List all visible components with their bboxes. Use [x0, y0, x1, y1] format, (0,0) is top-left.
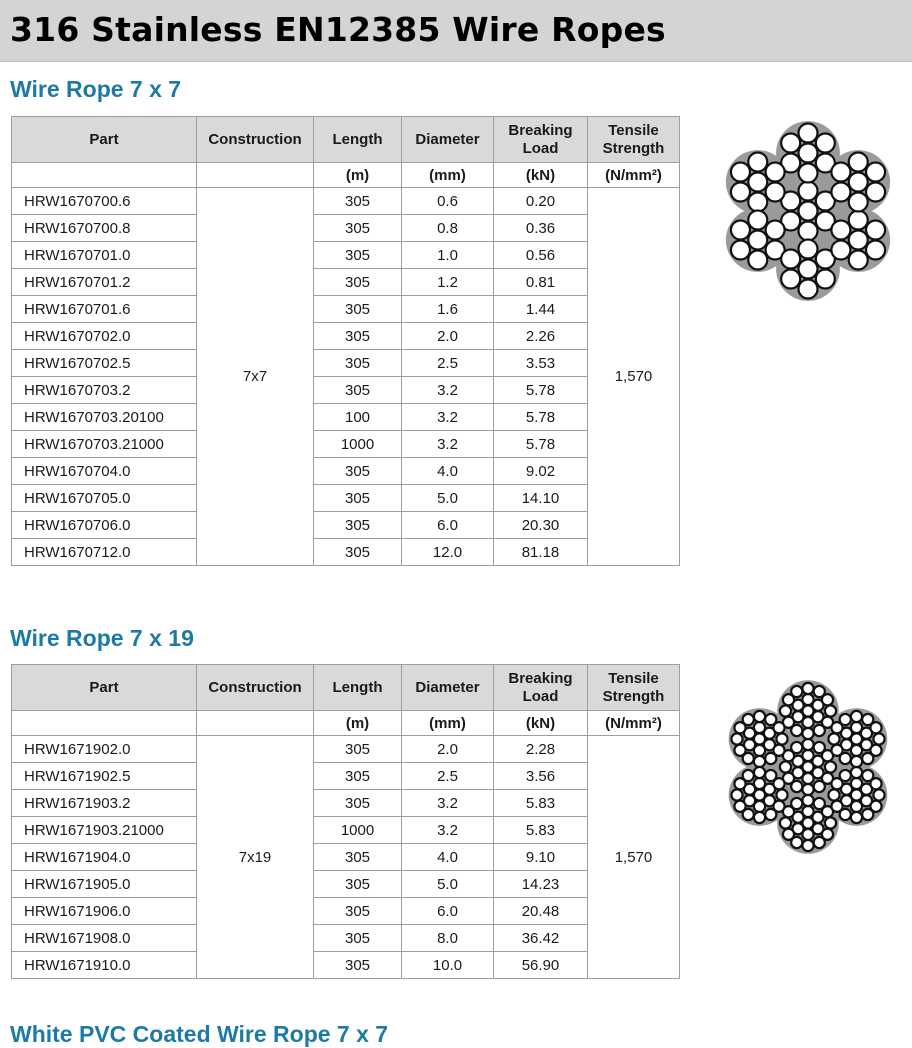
- diameter-cell: 3.2: [402, 431, 494, 458]
- breaking-load-cell: 2.26: [494, 323, 588, 350]
- diameter-cell: 2.5: [402, 350, 494, 377]
- table-row: [12, 296, 680, 323]
- breaking-load-cell: 3.53: [494, 350, 588, 377]
- length-cell: 305: [314, 350, 402, 377]
- section-title-7x19: Wire Rope 7 x 19: [10, 625, 194, 651]
- unit-diameter: (mm): [402, 163, 494, 188]
- diameter-cell: 0.6: [402, 188, 494, 215]
- breaking-load-cell: 5.78: [494, 377, 588, 404]
- diameter-cell: 1.0: [402, 242, 494, 269]
- diameter-cell: 1.2: [402, 269, 494, 296]
- part-number-cell: HRW1671903.21000: [12, 817, 197, 844]
- table-row: [12, 242, 680, 269]
- table-row: [12, 871, 680, 898]
- table-row: [12, 844, 680, 871]
- table-row: [12, 350, 680, 377]
- length-cell: 305: [314, 269, 402, 296]
- part-number-cell: HRW1670704.0: [12, 458, 197, 485]
- wire-rope-7x19-cross-section-icon: [716, 666, 900, 868]
- unit-cell-construction: [197, 163, 314, 188]
- part-number-cell: HRW1671903.2: [12, 790, 197, 817]
- table-row: [12, 188, 680, 215]
- tensile-strength-cell: 1,570: [588, 188, 680, 566]
- part-number-cell: HRW1670701.2: [12, 269, 197, 296]
- unit-diameter: (mm): [402, 711, 494, 736]
- length-cell: 305: [314, 790, 402, 817]
- breaking-load-cell: 36.42: [494, 925, 588, 952]
- part-number-cell: HRW1671902.5: [12, 763, 197, 790]
- length-cell: 305: [314, 377, 402, 404]
- table-row: [12, 790, 680, 817]
- length-cell: 305: [314, 539, 402, 566]
- part-number-cell: HRW1670702.5: [12, 350, 197, 377]
- unit-length: (m): [314, 711, 402, 736]
- breaking-load-cell: 0.36: [494, 215, 588, 242]
- table-row: [12, 377, 680, 404]
- diameter-cell: 8.0: [402, 925, 494, 952]
- unit-cell-part: [12, 711, 197, 736]
- length-cell: 305: [314, 844, 402, 871]
- part-number-cell: HRW1670712.0: [12, 539, 197, 566]
- breaking-load-cell: 0.20: [494, 188, 588, 215]
- part-number-cell: HRW1671904.0: [12, 844, 197, 871]
- table-row: [12, 215, 680, 242]
- diameter-cell: 3.2: [402, 377, 494, 404]
- table-row: [12, 898, 680, 925]
- diameter-cell: 0.8: [402, 215, 494, 242]
- col-header-breaking-load: Breaking Load: [494, 665, 588, 711]
- length-cell: 305: [314, 242, 402, 269]
- part-number-cell: HRW1670703.2: [12, 377, 197, 404]
- col-header-construction: Construction: [197, 117, 314, 163]
- part-number-cell: HRW1671910.0: [12, 952, 197, 979]
- table-row: [12, 269, 680, 296]
- length-cell: 100: [314, 404, 402, 431]
- next-section-title: White PVC Coated Wire Rope 7 x 7: [10, 1021, 389, 1047]
- page-title: 316 Stainless EN12385 Wire Ropes: [10, 10, 666, 49]
- breaking-load-cell: 81.18: [494, 539, 588, 566]
- diameter-cell: 6.0: [402, 512, 494, 539]
- col-header-construction: Construction: [197, 665, 314, 711]
- length-cell: 305: [314, 188, 402, 215]
- page-title-bar: [0, 0, 912, 62]
- construction-cell: 7x19: [197, 736, 314, 979]
- part-number-cell: HRW1670701.0: [12, 242, 197, 269]
- breaking-load-cell: 5.83: [494, 817, 588, 844]
- col-header-diameter: Diameter: [402, 117, 494, 163]
- col-header-part: Part: [12, 665, 197, 711]
- col-header-tensile-strength: Tensile Strength: [588, 665, 680, 711]
- breaking-load-cell: 20.30: [494, 512, 588, 539]
- table-row: [12, 431, 680, 458]
- breaking-load-cell: 9.02: [494, 458, 588, 485]
- length-cell: 305: [314, 458, 402, 485]
- unit-breaking-load: (kN): [494, 163, 588, 188]
- section-title-7x7: Wire Rope 7 x 7: [10, 76, 182, 102]
- wire-rope-7x7-cross-section-icon: [713, 110, 903, 312]
- table-row: [12, 952, 680, 979]
- unit-length: (m): [314, 163, 402, 188]
- unit-breaking-load: (kN): [494, 711, 588, 736]
- col-header-length: Length: [314, 117, 402, 163]
- part-number-cell: HRW1670702.0: [12, 323, 197, 350]
- spec-table-7x7: [11, 116, 680, 566]
- unit-tensile-strength: (N/mm²): [588, 711, 680, 736]
- length-cell: 305: [314, 898, 402, 925]
- unit-cell-part: [12, 163, 197, 188]
- part-number-cell: HRW1670703.21000: [12, 431, 197, 458]
- length-cell: 1000: [314, 431, 402, 458]
- table-row: [12, 736, 680, 763]
- length-cell: 305: [314, 215, 402, 242]
- part-number-cell: HRW1671905.0: [12, 871, 197, 898]
- table-row: [12, 763, 680, 790]
- diameter-cell: 2.5: [402, 763, 494, 790]
- unit-tensile-strength: (N/mm²): [588, 163, 680, 188]
- table-row: [12, 458, 680, 485]
- breaking-load-cell: 1.44: [494, 296, 588, 323]
- table-row: [12, 323, 680, 350]
- diameter-cell: 6.0: [402, 898, 494, 925]
- table-row: [12, 404, 680, 431]
- part-number-cell: HRW1670706.0: [12, 512, 197, 539]
- length-cell: 305: [314, 512, 402, 539]
- tensile-strength-cell: 1,570: [588, 736, 680, 979]
- unit-cell-construction: [197, 711, 314, 736]
- part-number-cell: HRW1671902.0: [12, 736, 197, 763]
- diameter-cell: 12.0: [402, 539, 494, 566]
- breaking-load-cell: 2.28: [494, 736, 588, 763]
- length-cell: 305: [314, 323, 402, 350]
- diameter-cell: 4.0: [402, 458, 494, 485]
- part-number-cell: HRW1670701.6: [12, 296, 197, 323]
- diameter-cell: 3.2: [402, 404, 494, 431]
- part-number-cell: HRW1670705.0: [12, 485, 197, 512]
- col-header-length: Length: [314, 665, 402, 711]
- breaking-load-cell: 5.83: [494, 790, 588, 817]
- breaking-load-cell: 9.10: [494, 844, 588, 871]
- diameter-cell: 3.2: [402, 790, 494, 817]
- breaking-load-cell: 0.56: [494, 242, 588, 269]
- length-cell: 305: [314, 736, 402, 763]
- spec-table-7x19: [11, 664, 680, 979]
- length-cell: 305: [314, 763, 402, 790]
- col-header-breaking-load: Breaking Load: [494, 117, 588, 163]
- diameter-cell: 2.0: [402, 323, 494, 350]
- part-number-cell: HRW1671906.0: [12, 898, 197, 925]
- breaking-load-cell: 20.48: [494, 898, 588, 925]
- col-header-tensile-strength: Tensile Strength: [588, 117, 680, 163]
- table-row: [12, 512, 680, 539]
- diameter-cell: 1.6: [402, 296, 494, 323]
- part-number-cell: HRW1670703.20100: [12, 404, 197, 431]
- table-row: [12, 817, 680, 844]
- part-number-cell: HRW1671908.0: [12, 925, 197, 952]
- diameter-cell: 3.2: [402, 817, 494, 844]
- length-cell: 305: [314, 952, 402, 979]
- diameter-cell: 2.0: [402, 736, 494, 763]
- length-cell: 305: [314, 871, 402, 898]
- diameter-cell: 5.0: [402, 871, 494, 898]
- breaking-load-cell: 5.78: [494, 431, 588, 458]
- table-row: [12, 925, 680, 952]
- breaking-load-cell: 3.56: [494, 763, 588, 790]
- length-cell: 305: [314, 485, 402, 512]
- breaking-load-cell: 56.90: [494, 952, 588, 979]
- diameter-cell: 4.0: [402, 844, 494, 871]
- table-row: [12, 485, 680, 512]
- breaking-load-cell: 5.78: [494, 404, 588, 431]
- diameter-cell: 10.0: [402, 952, 494, 979]
- length-cell: 305: [314, 925, 402, 952]
- construction-cell: 7x7: [197, 188, 314, 566]
- length-cell: 1000: [314, 817, 402, 844]
- table-row: [12, 539, 680, 566]
- col-header-part: Part: [12, 117, 197, 163]
- part-number-cell: HRW1670700.8: [12, 215, 197, 242]
- diameter-cell: 5.0: [402, 485, 494, 512]
- length-cell: 305: [314, 296, 402, 323]
- part-number-cell: HRW1670700.6: [12, 188, 197, 215]
- breaking-load-cell: 0.81: [494, 269, 588, 296]
- col-header-diameter: Diameter: [402, 665, 494, 711]
- breaking-load-cell: 14.10: [494, 485, 588, 512]
- breaking-load-cell: 14.23: [494, 871, 588, 898]
